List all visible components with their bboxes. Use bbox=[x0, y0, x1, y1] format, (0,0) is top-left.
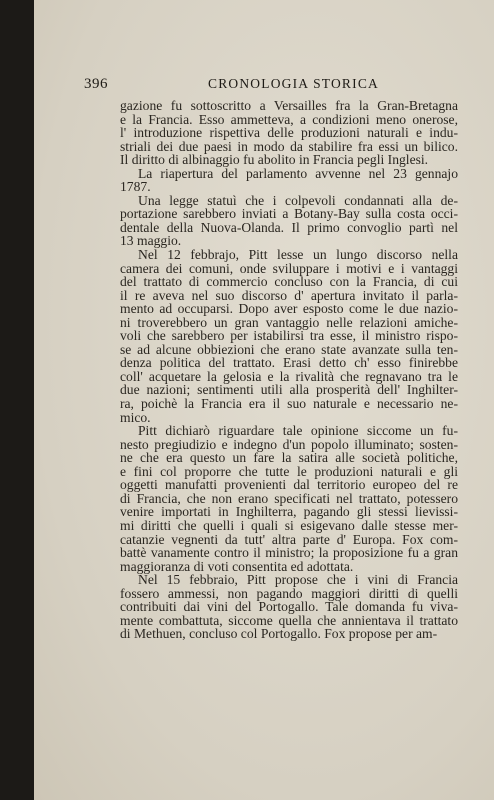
text-line: del trattato di commercio concluso con la Francia, di cui bbox=[120, 274, 458, 290]
text-line: di Methuen, concluso col Portogallo. Fox propose per am- bbox=[120, 626, 438, 642]
paragraph bbox=[120, 99, 458, 167]
text-line: dentale della Nuova-Olanda. Il primo convoglio partì nel bbox=[120, 219, 458, 235]
text-line: Nel 15 febbraio, Pitt propose che i vini di Francia bbox=[138, 572, 458, 588]
text-line: striali dei due paesi in modo da stabilire fra essi un bilico. bbox=[120, 138, 458, 154]
text-line: e fini col proporre che tutte le produzioni naturali e gli bbox=[120, 463, 458, 479]
text-line: e la Francia. Esso ammetteva, a condizioni meno onerose, bbox=[120, 111, 458, 127]
text-line: mente combattuta, siccome quella che annientava il trattato bbox=[120, 612, 458, 628]
paragraph bbox=[120, 194, 458, 248]
text-line: coll' acquetare la gelosia e la rivalità che regnavano tra le bbox=[120, 368, 458, 384]
text-line: oggetti manufatti provenienti dal territorio europeo del re bbox=[120, 477, 458, 493]
text-line: Il diritto di albinaggio fu abolito in Francia pegli Inglesi. bbox=[120, 152, 429, 168]
text-line: Nel 12 febbrajo, Pitt lesse un lungo discorso nella bbox=[138, 247, 458, 263]
text-line: nesto pregiudizio e indegno d'un popolo illuminato; sosten- bbox=[120, 436, 458, 452]
text-line: mento ad occuparsi. Dopo aver esposto come le due nazio- bbox=[120, 301, 458, 317]
text-line: venire importati in Inghilterra, pagando gli stessi lievissi- bbox=[120, 504, 458, 520]
text-line: portazione sarebbero inviati a Botany-Bay sulla costa occi- bbox=[120, 206, 458, 222]
body-text bbox=[120, 99, 458, 641]
text-line: voli che sarebbero per istabilirsi tra esse, il ministro rispo- bbox=[120, 328, 458, 344]
text-line: 1787. bbox=[120, 179, 151, 195]
text-line: ni troverebbero un gran vantaggio nelle relazioni amiche- bbox=[120, 314, 458, 330]
text-line: due nazioni; sentimenti utili alla prosperità dell' Inghilter- bbox=[120, 382, 458, 398]
text-line: mico. bbox=[120, 409, 151, 425]
text-line: La riapertura del parlamento avvenne nel 23 gennajo bbox=[138, 165, 458, 181]
text-line: se ad alcune obbiezioni che erano state avanzate sulla ten- bbox=[120, 341, 458, 357]
text-line: il re aveva nel suo discorso d' apertura invitato il parla- bbox=[120, 287, 458, 303]
text-line: mi diritti che quelli i quali si esigevano dalle stesse mer- bbox=[120, 517, 458, 533]
text-line: fossero ammessi, non pagando maggiori diritti di quelli bbox=[120, 585, 458, 601]
text-line: 13 maggio. bbox=[120, 233, 182, 249]
text-line: di Francia, che non erano specificati nel trattato, potessero bbox=[120, 490, 458, 506]
text-line: Una legge statuì che i colpevoli condannati alla de- bbox=[138, 192, 458, 208]
text-line: Pitt dichiarò riguardare tale opinione siccome un fu- bbox=[138, 423, 458, 439]
page-number: 396 bbox=[84, 76, 108, 92]
text-line: contribuiti dai vini del Portogallo. Tale domanda fu viva- bbox=[120, 599, 458, 615]
text-line: ne che era questo un fare la satira alle società politiche, bbox=[120, 450, 458, 466]
text-line: maggioranza di voti consentita ed adottata. bbox=[120, 558, 354, 574]
running-title: CRONOLOGIA STORICA bbox=[208, 76, 379, 91]
text-line: gazione fu sottoscritto a Versailles fra la Gran-Bretagna bbox=[120, 98, 458, 113]
text-line: battè vanamente contro il ministro; la proposizione fu a gran bbox=[120, 545, 458, 561]
text-line: denza politica del trattato. Erasi detto ch' esso finirebbe bbox=[120, 355, 458, 371]
page-header bbox=[84, 76, 464, 94]
text-line: l' introduzione rispettiva delle produzioni naturali e indu- bbox=[120, 125, 458, 141]
text-line: camera dei comuni, onde sviluppare i motivi e i vantaggi bbox=[120, 260, 458, 276]
text-line: catanzie vegnenti da tutt' altra parte d' Europa. Fox com- bbox=[120, 531, 458, 547]
paragraph bbox=[120, 424, 458, 573]
paragraph bbox=[120, 167, 458, 194]
paragraph bbox=[120, 573, 458, 641]
text-line: ra, poichè la Francia era il suo naturale e necessario ne- bbox=[120, 396, 458, 412]
paragraph bbox=[120, 248, 458, 424]
